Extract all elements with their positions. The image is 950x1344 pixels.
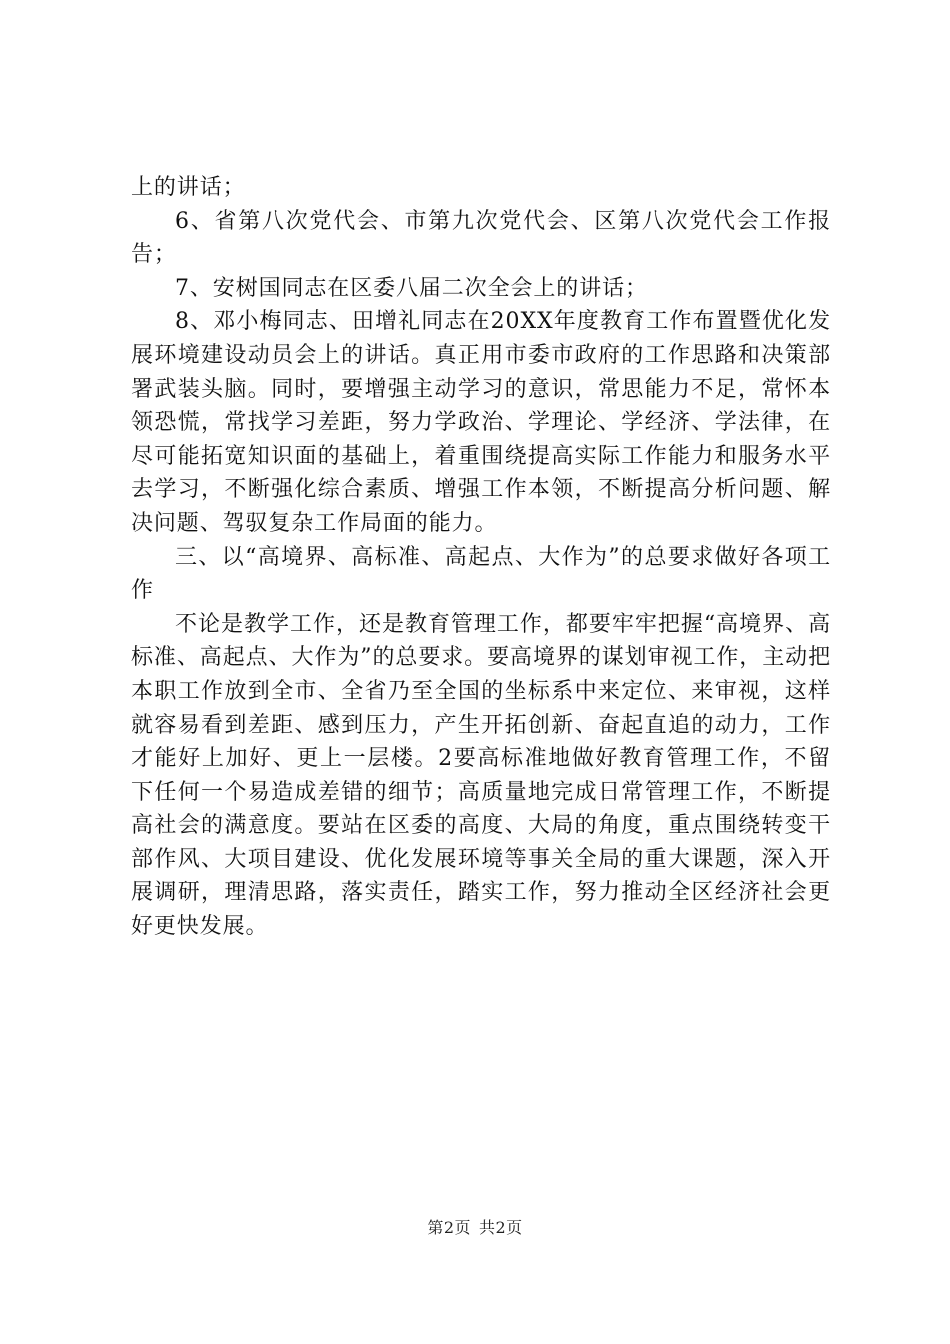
document-body (131, 171, 831, 944)
paragraph-continuation: 上的讲话； (131, 175, 246, 200)
paragraph-item-8: 8、邓小梅同志、田增礼同志在20XX年度教育工作布置暨优化发展环境建设动员会上的讲话。真正用市委市政府的工作思路和决策部署武装头脑。同时，要增强主动学习的意识，常思能力不足，常怀本领恐慌，常找学习差距，努力学政治、学理论、学经济、学法律，在尽可能拓宽知识面的基础上，着重围绕提高实际工作能力和服务水平去学习，不断强化综合素质、增强工作本领，不断提高分析问题、解决问题、驾驭复杂工作局面的能力。 (131, 309, 831, 536)
page-number: 第2页 (427, 1218, 471, 1237)
page-footer (0, 1215, 950, 1238)
paragraph-item-7: 7、安树国同志在区委八届二次全会上的讲话； (175, 275, 648, 301)
section-heading-3: 三、以“高境界、高标准、高起点、大作为”的总要求做好各项工作 (131, 544, 831, 604)
paragraph-section-3-body: 不论是教学工作，还是教育管理工作，都要牢牢把握“高境界、高标准、高起点、大作为”的总要求。要高境界的谋划审视工作，主动把本职工作放到全市、全省乃至全国的坐标系中来定位、来审视，这样就容易看到差距、感到压力，产生开拓创新、奋起直追的动力，工作才能好上加好、更上一层楼。2要高标准地做好教育管理工作，不留下任何一个易造成差错的细节；高质量地完成日常管理工作，不断提高社会的满意度。要站在区委的高度、大局的角度，重点围绕转变干部作风、大项目建设、优化发展环境等事关全局的重大课题，深入开展调研，理清思路，落实责任，踏实工作，努力推动全区经济社会更好更快发展。 (131, 611, 831, 940)
page-total: 共2页 (479, 1218, 523, 1237)
paragraph-item-6: 6、省第八次党代会、市第九次党代会、区第八次党代会工作报告； (131, 208, 831, 268)
